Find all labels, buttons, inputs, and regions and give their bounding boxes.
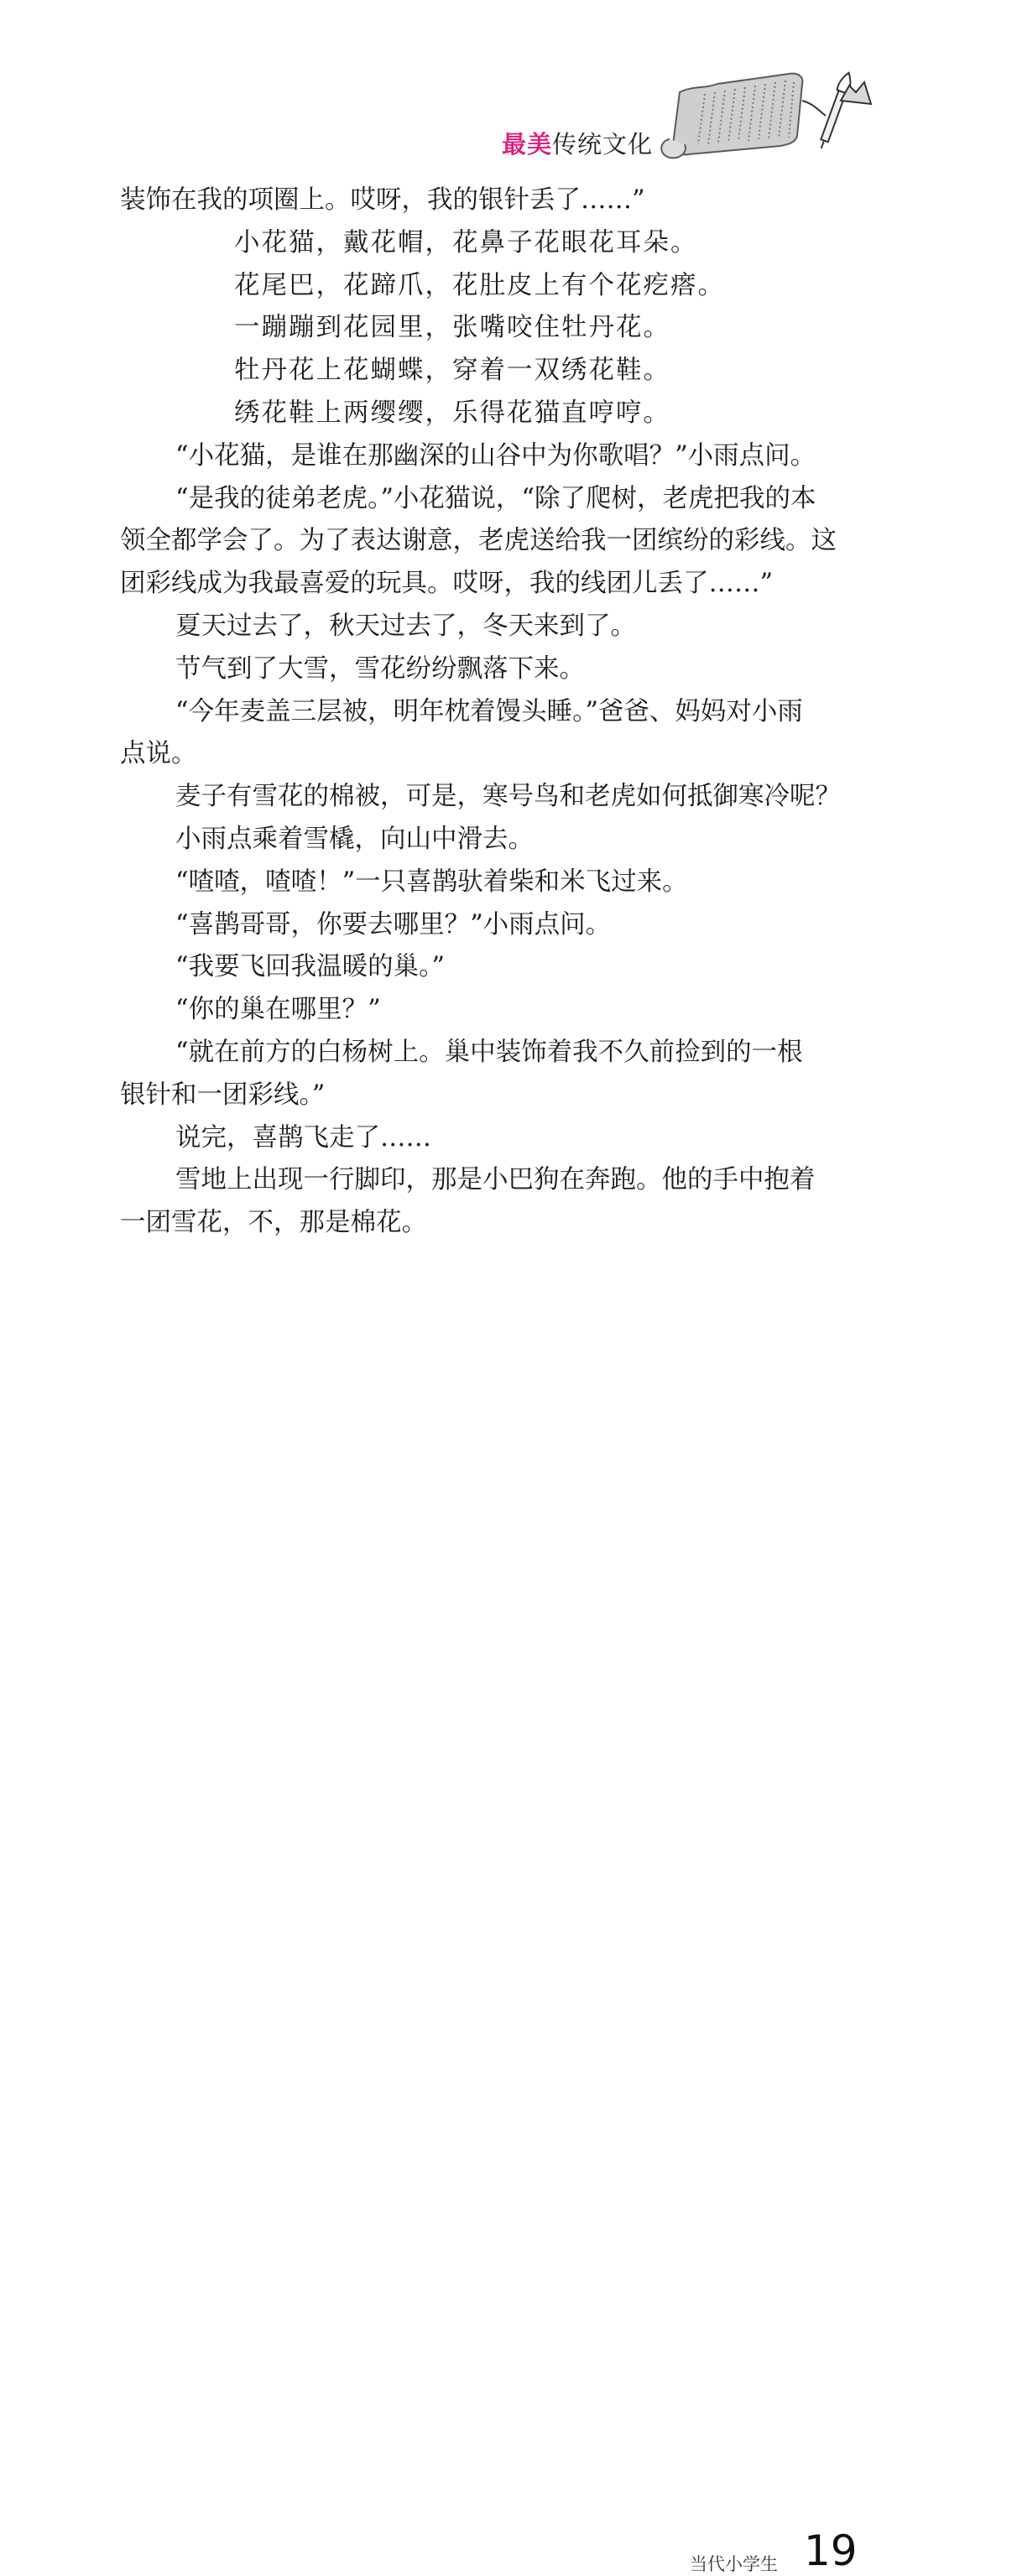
paragraph-line: 夏天过去了，秋天过去了，冬天来到了。 <box>175 611 636 641</box>
magazine-name: 当代小学生 <box>690 2554 778 2574</box>
scroll-and-brush-icon <box>655 67 873 168</box>
paragraph-line: 说完，喜鹊飞走了…… <box>175 1122 431 1153</box>
paragraph-line: “我要飞回我温暖的巢。” <box>175 952 445 982</box>
paragraph-line: “今年麦盖三层被，明年枕着馒头睡。”爸爸、妈妈对小雨 <box>175 696 803 726</box>
page-header <box>0 0 1017 176</box>
paragraph-line: “喳喳，喳喳！”一只喜鹊驮着柴和米飞过来。 <box>175 866 688 897</box>
text-line: 团彩线成为我最喜爱的玩具。哎呀，我的线团儿丢了……” <box>120 569 774 599</box>
paragraph-line: “喜鹊哥哥，你要去哪里？”小雨点问。 <box>175 909 612 939</box>
page-footer <box>0 1258 1017 2575</box>
text-line: 点说。 <box>120 739 197 769</box>
text-line: 一团雪花，不，那是棉花。 <box>120 1208 427 1238</box>
text-line: 领全都学会了。为了表达谢意，老虎送给我一团缤纷的彩线。这 <box>120 526 837 556</box>
text-line: 装饰在我的项圈上。哎呀，我的银针丢了……” <box>120 185 645 215</box>
paragraph-line: 节气到了大雪，雪花纷纷飘落下来。 <box>175 653 585 684</box>
column-title-accent: 最美 <box>502 130 553 159</box>
paragraph-line: 小雨点乘着雪橇，向山中滑去。 <box>175 824 534 854</box>
text-line: 银针和一团彩线。” <box>120 1080 326 1110</box>
nursery-rhyme-line: 小花猫，戴花帽，花鼻子花眼花耳朵。 <box>234 227 698 258</box>
nursery-rhyme-line: 牡丹花上花蝴蝶，穿着一双绣花鞋。 <box>234 356 670 386</box>
paragraph-line: 雪地上出现一行脚印，那是小巴狗在奔跑。他的手中抱着 <box>175 1165 816 1195</box>
paragraph-line: “是我的徒弟老虎。”小花猫说，“除了爬树，老虎把我的本 <box>175 483 816 513</box>
paragraph-line: “你的巢在哪里？” <box>175 995 381 1025</box>
page-number: 19 <box>804 2527 858 2575</box>
nursery-rhyme-line: 花尾巴，花蹄爪，花肚皮上有个花疙瘩。 <box>234 270 725 300</box>
article-body <box>120 180 867 1245</box>
column-title-rest: 传统文化 <box>552 130 654 159</box>
column-title <box>502 126 653 160</box>
paragraph-line: “小花猫，是谁在那幽深的山谷中为你歌唱？”小雨点问。 <box>175 440 816 471</box>
nursery-rhyme-line: 绣花鞋上两缨缨，乐得花猫直哼哼。 <box>234 398 670 428</box>
paragraph-line: 麦子有雪花的棉被，可是，寒号鸟和老虎如何抵御寒冷呢？ <box>175 782 841 812</box>
paragraph-line: “就在前方的白杨树上。巢中装饰着我不久前捡到的一根 <box>175 1037 803 1067</box>
nursery-rhyme-line: 一蹦蹦到花园里，张嘴咬住牡丹花。 <box>234 313 670 343</box>
